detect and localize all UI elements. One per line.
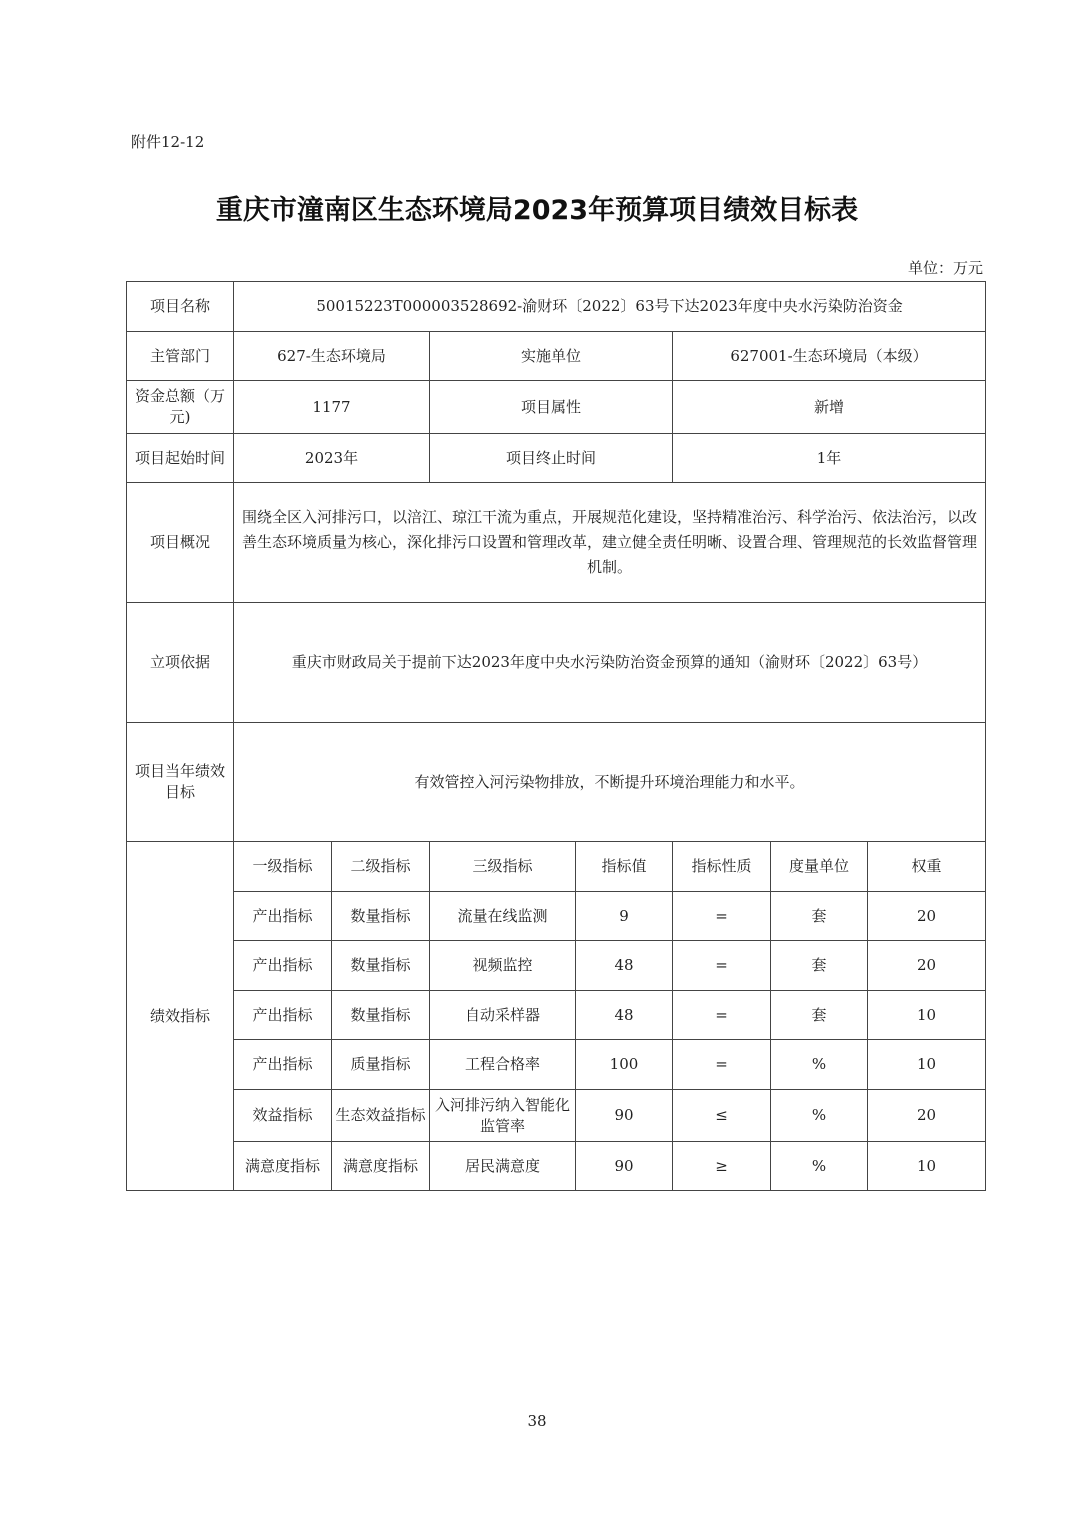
value-cell: 100 [576,1040,673,1090]
l1-cell: 满意度指标 [234,1142,332,1191]
header-cell: 三级指标 [430,842,576,892]
header-cell: 二级指标 [332,842,430,892]
row-goal [127,723,986,842]
l3-cell: 自动采样器 [430,991,576,1040]
header-cell: 指标值 [576,842,673,892]
row-project-name [127,282,986,332]
cell-label: 项目终止时间 [430,434,673,483]
weight-cell: 10 [868,1040,986,1090]
cell-value: 重庆市财政局关于提前下达2023年度中央水污染防治资金预算的通知（渝财环〔2022〕63号） [234,603,986,723]
cell-value: 有效管控入河污染物排放，不断提升环境治理能力和水平。 [234,723,986,842]
l1-cell: 产出指标 [234,991,332,1040]
value-cell: 48 [576,941,673,991]
cell-label: 项目属性 [430,381,673,434]
unit-label: 单位：万元 [907,259,983,277]
indicator-header-row [127,842,986,892]
value-cell: 90 [576,1142,673,1191]
cell-label: 立项依据 [127,603,234,723]
table-row [127,941,986,991]
table-row [127,892,986,941]
l3-cell: 视频监控 [430,941,576,991]
nature-cell: = [673,941,771,991]
unit-cell: % [771,1040,868,1090]
unit-cell: % [771,1142,868,1191]
value-cell: 9 [576,892,673,941]
cell-value: 2023年 [234,434,430,483]
cell-label: 项目名称 [127,282,234,332]
l2-cell: 满意度指标 [332,1142,430,1191]
l1-cell: 产出指标 [234,1040,332,1090]
l2-cell: 质量指标 [332,1040,430,1090]
value-cell: 90 [576,1090,673,1142]
l2-cell: 生态效益指标 [332,1090,430,1142]
weight-cell: 20 [868,941,986,991]
table-row [127,991,986,1040]
cell-label: 实施单位 [430,332,673,381]
cell-label: 项目起始时间 [127,434,234,483]
l1-cell: 效益指标 [234,1090,332,1142]
cell-value: 1年 [673,434,986,483]
header-cell: 权重 [868,842,986,892]
row-basis [127,603,986,723]
cell-value: 627-生态环境局 [234,332,430,381]
l3-cell: 流量在线监测 [430,892,576,941]
unit-cell: % [771,1090,868,1142]
performance-table [126,281,986,1191]
weight-cell: 20 [868,1090,986,1142]
cell-value: 新增 [673,381,986,434]
value-cell: 48 [576,991,673,1040]
row-time [127,434,986,483]
unit-cell: 套 [771,991,868,1040]
cell-label: 绩效指标 [127,842,234,1191]
l1-cell: 产出指标 [234,941,332,991]
weight-cell: 10 [868,1142,986,1191]
header-cell: 指标性质 [673,842,771,892]
l3-cell: 工程合格率 [430,1040,576,1090]
nature-cell: = [673,991,771,1040]
cell-label: 项目概况 [127,483,234,603]
l2-cell: 数量指标 [332,892,430,941]
nature-cell: = [673,892,771,941]
row-dept [127,332,986,381]
nature-cell: = [673,1040,771,1090]
attachment-label: 附件12-12 [131,133,205,151]
nature-cell: ≥ [673,1142,771,1191]
weight-cell: 10 [868,991,986,1040]
nature-cell: ≤ [673,1090,771,1142]
table-row [127,1040,986,1090]
page-title: 重庆市潼南区生态环境局2023年预算项目绩效目标表 [215,195,859,226]
cell-label: 主管部门 [127,332,234,381]
page-number: 38 [527,1412,547,1430]
weight-cell: 20 [868,892,986,941]
cell-label: 资金总额（万元) [127,381,234,434]
l3-cell: 入河排污纳入智能化监管率 [430,1090,576,1142]
l2-cell: 数量指标 [332,941,430,991]
unit-cell: 套 [771,892,868,941]
cell-value: 627001-生态环境局（本级） [673,332,986,381]
cell-value: 围绕全区入河排污口，以涪江、琼江干流为重点，开展规范化建设，坚持精准治污、科学治污、依法治污，以改善生态环境质量为核心，深化排污口设置和管理改革，建立健全责任明晰、设置合理、管理规范的长效监督管理机制。 [234,483,986,603]
row-overview [127,483,986,603]
row-funds [127,381,986,434]
unit-cell: 套 [771,941,868,991]
table-row [127,1142,986,1191]
l2-cell: 数量指标 [332,991,430,1040]
header-cell: 度量单位 [771,842,868,892]
cell-value: 50015223T000003528692-渝财环〔2022〕63号下达2023年度中央水污染防治资金 [234,282,986,332]
l1-cell: 产出指标 [234,892,332,941]
l3-cell: 居民满意度 [430,1142,576,1191]
table-row [127,1090,986,1142]
header-cell: 一级指标 [234,842,332,892]
cell-label: 项目当年绩效目标 [127,723,234,842]
cell-value: 1177 [234,381,430,434]
